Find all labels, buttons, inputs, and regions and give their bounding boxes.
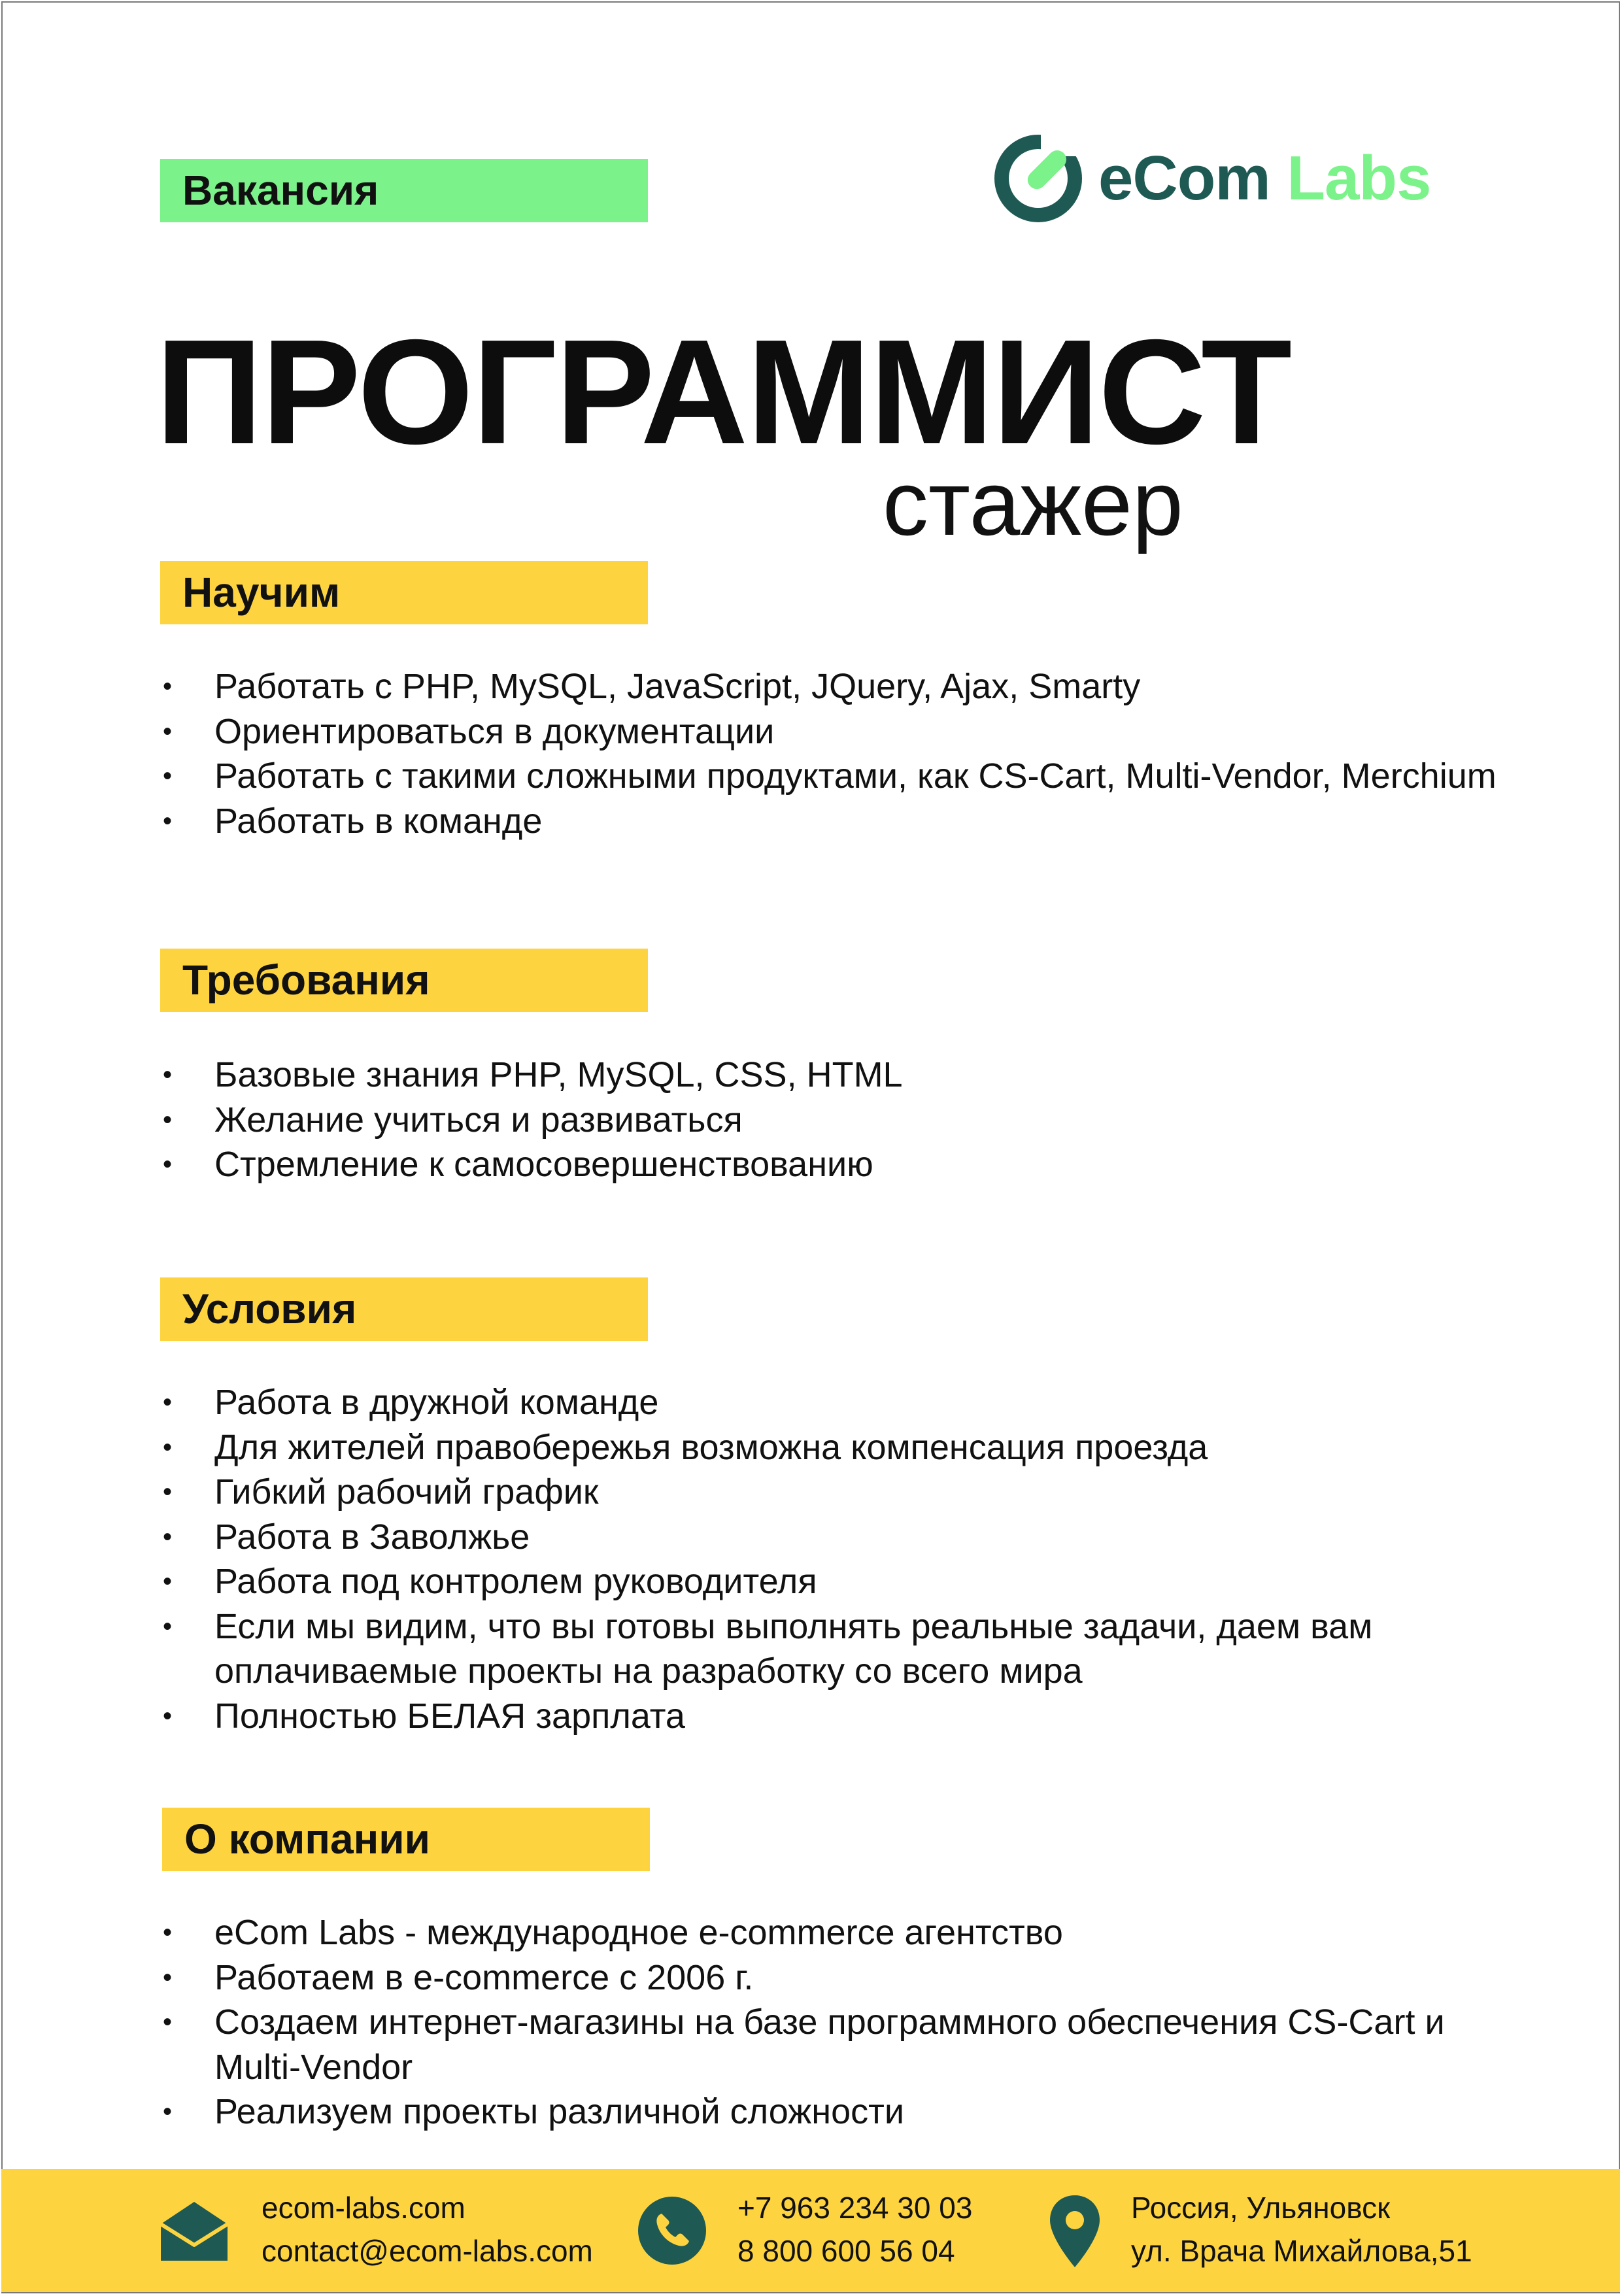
email-link[interactable]: contact@ecom-labs.com — [262, 2234, 593, 2268]
phone-primary[interactable]: +7 963 234 30 03 — [737, 2191, 973, 2225]
list-item: • Стремление к самосовершенствованию — [160, 1142, 903, 1187]
requirements-list — [160, 1053, 903, 1187]
list-item: • Создаем интернет-магазины на базе программного обеспечения CS-Cart и Multi-Vendor — [160, 2000, 1496, 2089]
section-heading-learn: Научим — [160, 561, 648, 624]
map-pin-icon — [1047, 2193, 1102, 2270]
list-item: • Гибкий рабочий график — [160, 1470, 1522, 1515]
section-heading-requirements: Требования — [160, 949, 648, 1012]
logo-labs-text: Labs — [1287, 143, 1431, 213]
list-item: • Работа под контролем руководителя — [160, 1559, 1522, 1604]
section-heading-about: О компании — [162, 1808, 650, 1871]
about-list — [160, 1910, 1496, 2135]
logo-mark-icon — [992, 133, 1084, 224]
conditions-list — [160, 1380, 1522, 1738]
list-item: • Реализуем проекты различной сложности — [160, 2089, 1496, 2135]
website-link[interactable]: ecom-labs.com — [262, 2191, 465, 2225]
list-item: • Для жителей правобережья возможна компенсация проезда — [160, 1425, 1522, 1470]
list-item: • Базовые знания PHP, MySQL, CSS, HTML — [160, 1053, 903, 1098]
list-item: • Работать с PHP, MySQL, JavaScript, JQuery, Ajax, Smarty — [160, 664, 1522, 709]
job-subtitle: стажер — [883, 452, 1183, 554]
vacancy-tag: Вакансия — [160, 159, 648, 222]
list-item: • Работа в Заволжье — [160, 1515, 1522, 1560]
job-title: ПРОГРАММИСТ — [156, 309, 1291, 475]
list-item: • Полностью БЕЛАЯ зарплата — [160, 1694, 1522, 1739]
learn-list — [160, 664, 1522, 843]
contact-footer — [1, 2169, 1620, 2292]
list-item: • Работать в команде — [160, 799, 1522, 844]
list-item: • Ориентироваться в документации — [160, 709, 1522, 754]
section-heading-conditions: Условия — [160, 1277, 648, 1341]
phone-icon — [638, 2197, 706, 2265]
list-item: • Работаем в e-commerce с 2006 г. — [160, 1955, 1496, 2001]
envelope-icon — [158, 2198, 230, 2263]
logo-wordmark — [1098, 143, 1430, 214]
location-address: ул. Врача Михайлова,51 — [1131, 2234, 1472, 2268]
logo-ecom-text: eCom — [1098, 143, 1270, 213]
list-item: • Желание учиться и развиваться — [160, 1098, 903, 1143]
list-item: • eCom Labs - международное e-commerce агентство — [160, 1910, 1496, 1955]
list-item: • Работа в дружной команде — [160, 1380, 1522, 1425]
list-item: • Работать с такими сложными продуктами, как CS-Cart, Multi-Vendor, Merchium — [160, 754, 1522, 799]
phone-secondary[interactable]: 8 800 600 56 04 — [737, 2234, 955, 2268]
list-item: • Если мы видим, что вы готовы выполнять реальные задачи, даем вам оплачиваемые проекты на разработку со всего мира — [160, 1604, 1522, 1694]
company-logo[interactable] — [992, 129, 1430, 228]
location-city: Россия, Ульяновск — [1131, 2191, 1391, 2225]
